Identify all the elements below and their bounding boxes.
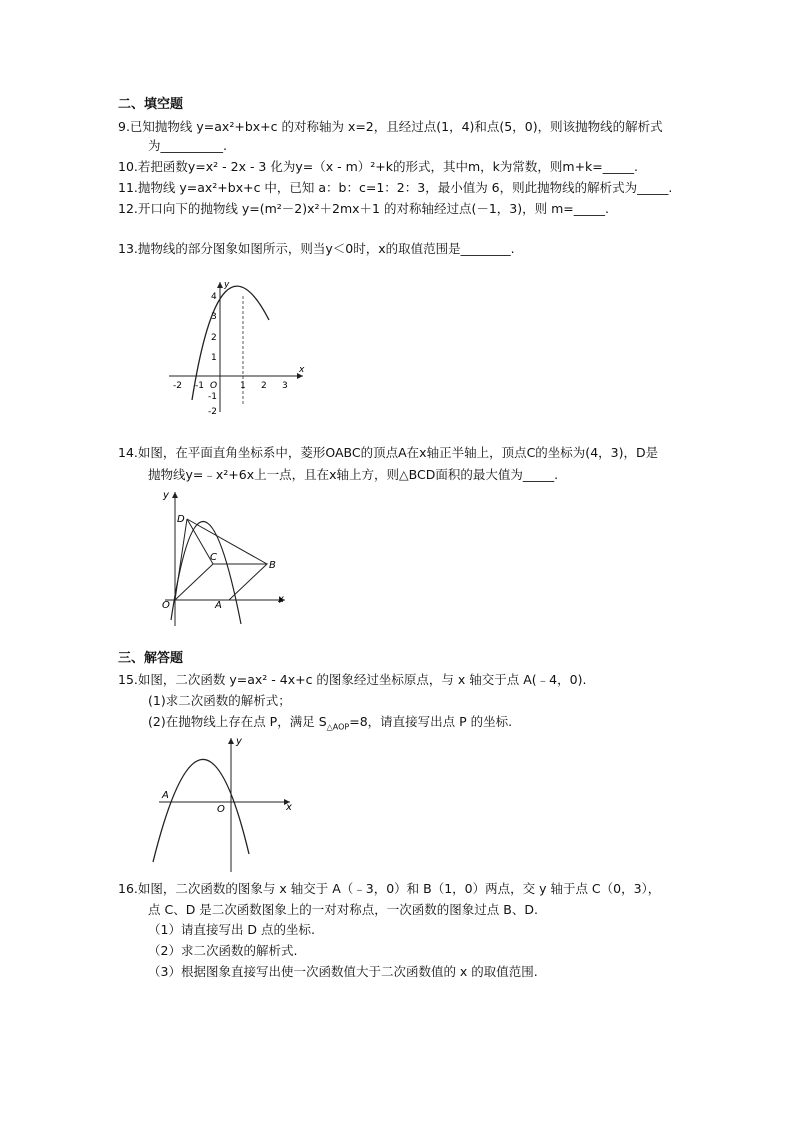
fig13-y-label: y — [224, 280, 230, 290]
fig14-point-c: C — [210, 552, 217, 563]
fig14-point-b: B — [269, 560, 276, 571]
fig14-origin: O — [162, 600, 170, 611]
q15-p2-sub: △AOP — [326, 722, 350, 732]
fig13-tick-y-3: 3 — [211, 312, 217, 322]
fig14-point-a: A — [215, 600, 222, 611]
question-9-cont: 为__________. — [148, 138, 227, 153]
fig13-origin: O — [210, 381, 218, 391]
fig13-tick-x--1: -1 — [195, 381, 204, 391]
question-16-cont: 点 C、D 是二次函数图象上的一对对称点，一次函数的图象过点 B、D. — [148, 902, 538, 917]
fig13-tick-x-2: 2 — [261, 381, 267, 391]
question-16-part-3: （3）根据图象直接写出使一次函数值大于二次函数值的 x 的取值范围. — [148, 964, 538, 979]
question-13: 13.抛物线的部分图象如图所示，则当y＜0时，x的取值范围是________. — [118, 241, 515, 256]
fig13-tick-x--2: -2 — [173, 381, 182, 391]
figure-13-graph — [165, 278, 310, 416]
section-fill-in-heading: 二、填空题 — [118, 97, 184, 112]
question-16-part-1: （1）请直接写出 D 点的坐标. — [148, 922, 315, 937]
question-15-part-1: (1)求二次函数的解析式； — [148, 693, 291, 708]
figure-15-graph — [145, 732, 295, 877]
fig14-y-label: y — [163, 490, 169, 501]
question-14: 14.如图，在平面直角坐标系中，菱形OABC的顶点A在x轴正半轴上，顶点C的坐标为(4，3)，D是 — [118, 445, 659, 460]
question-16: 16.如图，二次函数的图象与 x 轴交于 A（﹣3，0）和 B（1，0）两点，交 y 轴于点 C（0，3）， — [118, 881, 661, 896]
fig15-point-a: A — [162, 790, 169, 801]
fig13-x-label: x — [299, 365, 305, 375]
question-16-part-2: （2）求二次函数的解析式. — [148, 943, 298, 958]
fig13-tick-x-3: 3 — [282, 381, 288, 391]
question-12: 12.开口向下的抛物线 y=(m²－2)x²＋2mx＋1 的对称轴经过点(－1，3)，则 m=_____. — [118, 201, 609, 216]
question-10: 10.若把函数y=x² - 2x - 3 化为y=（x - m）²+k的形式，其中m，k为常数，则m+k=_____. — [118, 159, 638, 174]
q15-p2-pre: (2)在抛物线上存在点 P，满足 S — [148, 714, 327, 729]
fig13-tick-x-1: 1 — [240, 381, 246, 391]
fig15-y-label: y — [236, 736, 242, 747]
fig13-tick-y-2: 2 — [211, 333, 217, 343]
fig14-point-d: D — [177, 514, 185, 525]
question-14-cont: 抛物线y=﹣x²+6x上一点，且在x轴上方，则△BCD面积的最大值为_____. — [148, 467, 559, 482]
question-9: 9.已知抛物线 y=ax²+bx+c 的对称轴为 x=2，且经过点(1，4)和点(5，0)，则该抛物线的解析式 — [118, 119, 663, 134]
question-15: 15.如图，二次函数 y=ax² - 4x+c 的图象经过坐标原点，与 x 轴交于点 A(﹣4，0). — [118, 672, 587, 687]
q15-p2-post: =8，请直接写出点 P 的坐标. — [349, 714, 513, 729]
section-solve-heading: 三、解答题 — [118, 651, 184, 666]
fig13-tick-y-1: 1 — [211, 353, 217, 363]
fig13-tick-y--2: -2 — [208, 407, 217, 416]
question-11: 11.抛物线 y=ax²+bx+c 中，已知 a：b：c=1：2：3，最小值为 6，则此抛物线的解析式为_____. — [118, 180, 673, 195]
figure-14-graph — [155, 484, 290, 629]
fig15-x-label: x — [286, 802, 292, 813]
fig13-tick-y-4: 4 — [211, 292, 217, 302]
fig15-origin: O — [217, 804, 225, 815]
fig13-tick-y--1: -1 — [208, 392, 217, 402]
fig14-x-label: x — [278, 594, 284, 605]
